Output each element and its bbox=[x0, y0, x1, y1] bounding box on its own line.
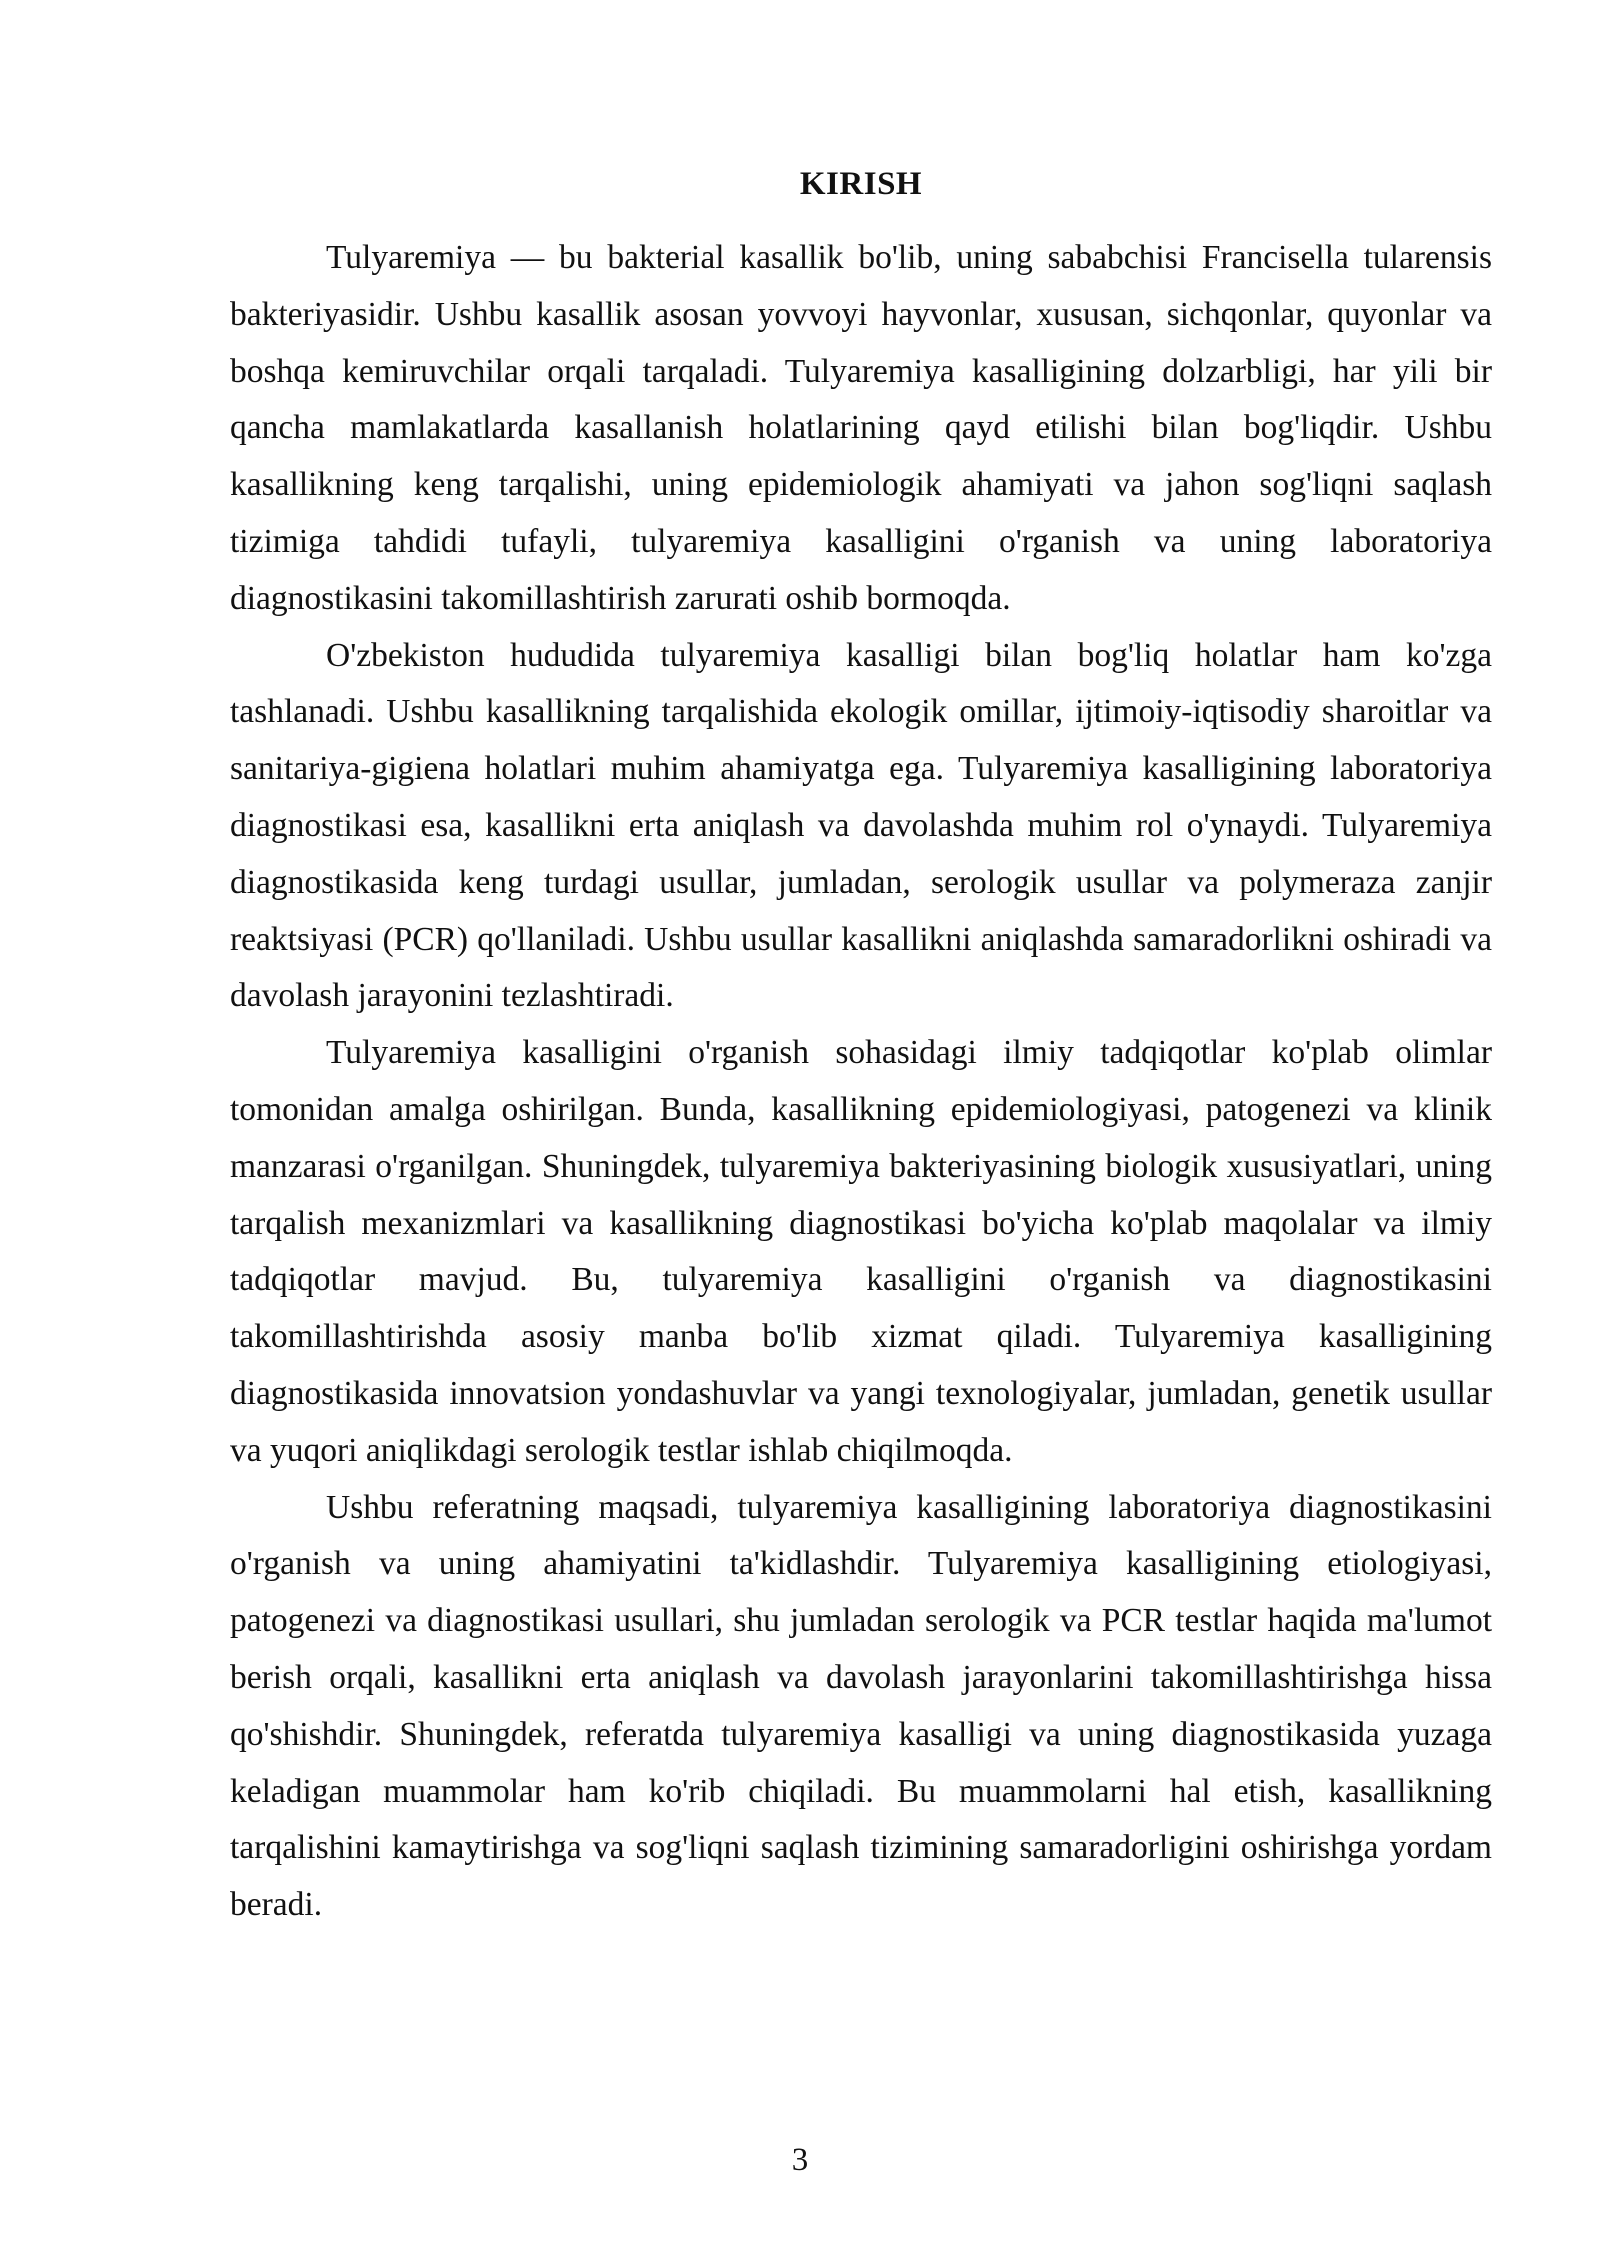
document-body bbox=[230, 160, 1492, 1934]
paragraph-1: Tulyaremiya — bu bakterial kasallik bo'lib, uning sababchisi Francisella tularensis bakteriyasidir. Ushbu kasallik asosan yovvoyi hayvonlar, xususan, sichqonlar, quyonlar va boshqa kemiruvchilar orqali tarqaladi. Tulyaremiya kasalligining dolzarbligi, har yili bir qancha mamlakatlarda kasallanish holatlarining qayd etilishi bilan bog'liqdir. Ushbu kasallikning keng tarqalishi, uning epidemiologik ahamiyati va jahon sog'liqni saqlash tizimiga tahdidi tufayli, tulyaremiya kasalligini o'rganish va uning laboratoriya diagnostikasini takomillashtirish zarurati oshib bormoqda. bbox=[230, 239, 1492, 617]
paragraph-2: O'zbekiston hududida tulyaremiya kasalligi bilan bog'liq holatlar ham ko'zga tashlanadi. Ushbu kasallikning tarqalishida ekologik omillar, ijtimoiy-iqtisodiy sharoitlar va sanitariya-gigiena holatlari muhim ahamiyatga ega. Tulyaremiya kasalligining laboratoriya diagnostikasi esa, kasallikni erta aniqlash va davolashda muhim rol o'ynaydi. Tulyaremiya diagnostikasida keng turdagi usullar, jumladan, serologik usullar va polymeraza zanjir reaktsiyasi (PCR) qo'llaniladi. Ushbu usullar kasallikni aniqlashda samaradorlikni oshiradi va davolash jarayonini tezlashtiradi. bbox=[230, 636, 1492, 1015]
paragraph-3: Tulyaremiya kasalligini o'rganish sohasidagi ilmiy tadqiqotlar ko'plab olimlar tomonidan amalga oshirilgan. Bunda, kasallikning epidemiologiyasi, patogenezi va klinik manzarasi o'rganilgan. Shuningdek, tulyaremiya bakteriyasining biologik xususiyatlari, uning tarqalish mexanizmlari va kasallikning diagnostikasi bo'yicha ko'plab maqolalar va ilmiy tadqiqotlar mavjud. Bu, tulyaremiya kasalligini o'rganish va diagnostikasini takomillashtirishda asosiy manba bo'lib xizmat qiladi. Tulyaremiya kasalligining diagnostikasida innovatsion yondashuvlar va yangi texnologiyalar, jumladan, genetik usullar va yuqori aniqlikdagi serologik testlar ishlab chiqilmoqda. bbox=[230, 1034, 1492, 1469]
paragraph-4: Ushbu referatning maqsadi, tulyaremiya kasalligining laboratoriya diagnostikasini o'rganish va uning ahamiyatini ta'kidlashdir. Tulyaremiya kasalligining etiologiyasi, patogenezi va diagnostikasi usullari, shu jumladan serologik va PCR testlar haqida ma'lumot berish orqali, kasallikni erta aniqlash va davolash jarayonlarini takomillashtirishga hissa qo'shishdir. Shuningdek, referatda tulyaremiya kasalligi va uning diagnostikasida yuzaga keladigan muammolar ham ko'rib chiqiladi. Bu muammolarni hal etish, kasallikning tarqalishini kamaytirishga va sog'liqni saqlash tizimining samaradorligini oshirishga yordam beradi. bbox=[230, 1488, 1492, 1924]
section-title: KIRISH bbox=[799, 166, 923, 202]
page-number: 3 bbox=[791, 2142, 809, 2178]
